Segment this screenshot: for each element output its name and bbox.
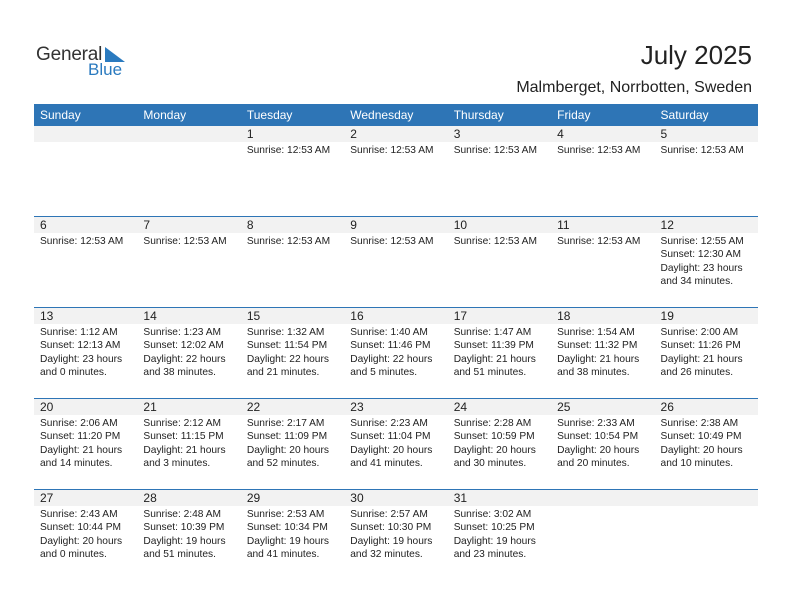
sun-info: Sunrise: 2:28 AM Sunset: 10:59 PM Daylight: 20 hours and 30 minutes. [453,418,536,470]
sun-info [655,506,758,508]
sun-info [551,506,654,508]
day-number: 17 [448,308,551,324]
calendar-week-row [34,307,758,398]
sun-info: Sunrise: 2:48 AM Sunset: 10:39 PM Daylight: 19 hours and 51 minutes. [143,509,226,561]
sun-info: Sunrise: 2:00 AM Sunset: 11:26 PM Daylight: 21 hours and 26 minutes. [660,327,743,379]
sun-info [137,142,240,144]
day-number: 18 [551,308,654,324]
calendar-weeks [34,126,758,580]
day-number: 10 [448,217,551,233]
day-number: 11 [551,217,654,233]
sun-info: Sunrise: 2:33 AM Sunset: 10:54 PM Daylight: 20 hours and 20 minutes. [557,418,640,470]
day-number: 5 [655,126,758,142]
location-subtitle: Malmberget, Norrbotten, Sweden [516,79,752,96]
day-cell [551,308,654,398]
day-number: 31 [448,490,551,506]
day-cell [655,399,758,489]
day-cell [655,126,758,216]
sun-info: Sunrise: 1:12 AM Sunset: 12:13 AM Daylight: 23 hours and 0 minutes. [40,327,123,379]
day-cell [241,126,344,216]
empty-day-cell [655,490,758,580]
sun-info: Sunrise: 12:53 AM [453,145,537,156]
day-cell [137,308,240,398]
day-cell [551,399,654,489]
sun-info: Sunrise: 12:53 AM [246,236,331,247]
calendar [34,104,758,580]
day-number: 9 [344,217,447,233]
sun-info: Sunrise: 2:12 AM Sunset: 11:15 PM Daylight: 21 hours and 3 minutes. [143,418,226,470]
sun-info: Sunrise: 12:53 AM [143,236,227,247]
calendar-week-row [34,216,758,307]
sun-info: Sunrise: 1:23 AM Sunset: 12:02 AM Daylight: 22 hours and 38 minutes. [143,327,226,379]
day-number: 1 [241,126,344,142]
day-cell [241,217,344,307]
empty-day-cell [34,126,137,216]
day-number: 2 [344,126,447,142]
day-cell [448,490,551,580]
day-number: 23 [344,399,447,415]
day-number: 28 [137,490,240,506]
day-cell [34,217,137,307]
sun-info: Sunrise: 2:57 AM Sunset: 10:30 PM Daylight: 19 hours and 32 minutes. [350,509,433,561]
sun-info: Sunrise: 12:53 AM [246,145,331,156]
calendar-week-row [34,126,758,216]
day-number: 24 [448,399,551,415]
day-number: 4 [551,126,654,142]
day-cell [344,490,447,580]
day-cell [241,490,344,580]
day-number: 29 [241,490,344,506]
day-cell [551,126,654,216]
day-cell [655,308,758,398]
day-cell [137,490,240,580]
day-number: 15 [241,308,344,324]
sun-info: Sunrise: 1:32 AM Sunset: 11:54 PM Daylight: 22 hours and 21 minutes. [246,327,329,379]
day-number: 16 [344,308,447,324]
day-number: 8 [241,217,344,233]
sun-info: Sunrise: 12:53 AM [557,236,641,247]
sun-info: Sunrise: 12:53 AM [40,236,124,247]
day-number [655,490,758,506]
sun-info [34,142,137,144]
weekday-tuesday: Tuesday [246,108,293,122]
sun-info: Sunrise: 2:43 AM Sunset: 10:44 PM Daylight: 20 hours and 0 minutes. [40,509,123,561]
day-number: 3 [448,126,551,142]
day-number: 6 [34,217,137,233]
day-cell [448,126,551,216]
day-number: 12 [655,217,758,233]
sun-info: Sunrise: 12:53 AM [557,145,641,156]
day-cell [448,399,551,489]
day-cell [344,308,447,398]
sun-info: Sunrise: 12:53 AM [350,145,434,156]
day-cell [241,399,344,489]
page-title: July 2025 [640,40,752,70]
day-number: 30 [344,490,447,506]
day-number: 7 [137,217,240,233]
empty-day-cell [551,490,654,580]
sun-info: Sunrise: 2:06 AM Sunset: 11:20 PM Daylight: 21 hours and 14 minutes. [40,418,123,470]
day-cell [137,399,240,489]
weekday-sunday: Sunday [40,108,81,122]
sun-info: Sunrise: 12:53 AM [453,236,537,247]
day-number [137,126,240,142]
day-cell [34,308,137,398]
sun-info: Sunrise: 2:53 AM Sunset: 10:34 PM Daylight: 19 hours and 41 minutes. [246,509,329,561]
day-number [551,490,654,506]
day-number: 25 [551,399,654,415]
logo [36,44,136,80]
day-cell [137,217,240,307]
day-cell [241,308,344,398]
day-number: 22 [241,399,344,415]
day-cell [655,217,758,307]
calendar-week-row [34,489,758,580]
sun-info: Sunrise: 12:55 AM Sunset: 12:30 AM Daylight: 23 hours and 34 minutes. [660,236,744,288]
sun-info: Sunrise: 12:53 AM [350,236,434,247]
day-cell [34,490,137,580]
weekday-wednesday: Wednesday [350,108,414,122]
logo-general-text: General [36,44,103,65]
sun-info: Sunrise: 1:47 AM Sunset: 11:39 PM Daylight: 21 hours and 51 minutes. [453,327,536,379]
weekday-header [34,104,758,126]
day-number: 20 [34,399,137,415]
weekday-monday: Monday [143,108,187,122]
day-cell [344,399,447,489]
sun-info: Sunrise: 2:17 AM Sunset: 11:09 PM Daylight: 20 hours and 52 minutes. [246,418,329,470]
logo-blue-text: Blue [88,60,123,79]
day-cell [551,217,654,307]
weekday-thursday: Thursday [453,108,504,122]
day-cell [344,217,447,307]
weekday-saturday: Saturday [660,108,709,122]
day-number: 26 [655,399,758,415]
sun-info: Sunrise: 1:40 AM Sunset: 11:46 PM Daylight: 22 hours and 5 minutes. [350,327,433,379]
day-cell [34,399,137,489]
sun-info: Sunrise: 2:38 AM Sunset: 10:49 PM Daylight: 20 hours and 10 minutes. [660,418,743,470]
sun-info: Sunrise: 12:53 AM [660,145,744,156]
day-number [34,126,137,142]
day-number: 27 [34,490,137,506]
weekday-friday: Friday [557,108,591,122]
day-number: 14 [137,308,240,324]
day-cell [344,126,447,216]
day-number: 13 [34,308,137,324]
day-number: 19 [655,308,758,324]
sun-info: Sunrise: 1:54 AM Sunset: 11:32 PM Daylight: 21 hours and 38 minutes. [557,327,640,379]
sun-info: Sunrise: 3:02 AM Sunset: 10:25 PM Daylight: 19 hours and 23 minutes. [453,509,536,561]
sun-info: Sunrise: 2:23 AM Sunset: 11:04 PM Daylight: 20 hours and 41 minutes. [350,418,433,470]
calendar-week-row [34,398,758,489]
empty-day-cell [137,126,240,216]
day-cell [448,308,551,398]
day-cell [448,217,551,307]
day-number: 21 [137,399,240,415]
